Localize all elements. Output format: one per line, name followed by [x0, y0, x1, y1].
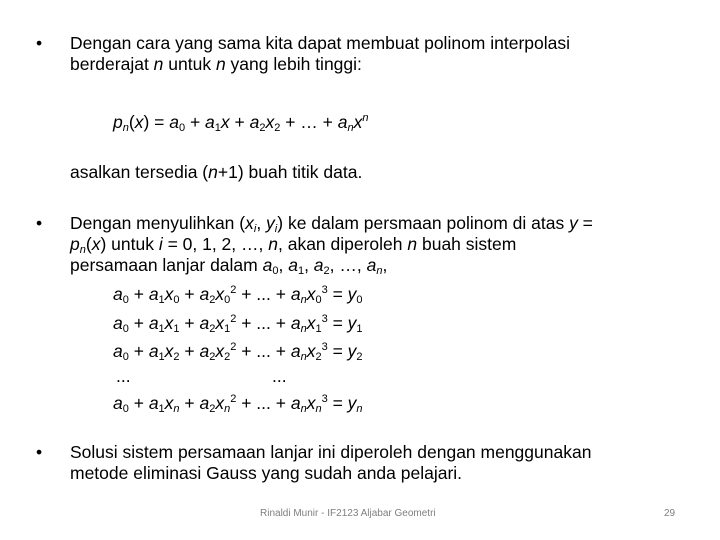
system-ellipsis-right: ... — [272, 366, 287, 386]
bullet-3-line-2: metode eliminasi Gauss yang sudah anda pelajari. — [70, 463, 463, 483]
system-equation-2: $a_0 + a_1x_2 + a_2x_2^2$ + ... + $a_nx_2^3 = y_2$ — [113, 341, 363, 363]
bullet-2-marker: • — [36, 213, 43, 233]
system-equation-1: $a_0 + a_1x_1 + a_2x_1^2$ + ... + $a_nx_1^3 = y_1$ — [113, 313, 363, 335]
system-ellipsis-left: ... — [116, 366, 131, 386]
bullet-1-line-2: berderajat n untuk n yang lebih tinggi: — [70, 54, 362, 74]
footer-author: Rinaldi Munir - IF2123 Aljabar Geometri — [260, 508, 436, 519]
system-equation-n: $a_0 + a_1x_n + a_2x_n^2$ + ... + $a_nx_n^3 = y_n$ — [113, 393, 363, 415]
footer-page-number: 29 — [664, 508, 676, 519]
bullet-1-condition: asalkan tersedia (n+1) buah titik data. — [70, 162, 363, 182]
bullet-2-line-2: $p_n(x)$ untuk i = 0, 1, 2, …, n, akan diperoleh n buah sistem — [70, 234, 517, 256]
system-equation-0: $a_0 + a_1x_0 + a_2x_0^2$ + ... + $a_nx_0^3 = y_0$ — [113, 284, 363, 306]
bullet-1-marker: • — [36, 33, 43, 53]
bullet-2-line-1: Dengan menyulihkan ($x_i$, $y_i$) ke dalam persmaan polinom di atas y = — [70, 213, 593, 235]
bullet-3-line-1: Solusi sistem persamaan lanjar ini diperoleh dengan menggunakan — [70, 442, 592, 462]
polynomial-equation: $p_n(x) = a_0 + a_1x + a_2x_2$ + … + $a_nx^n$ — [113, 112, 369, 134]
bullet-2-line-3: persamaan lanjar dalam $a_0$, $a_1$, $a_2$, …, $a_n$, — [70, 255, 388, 277]
bullet-3-marker: • — [36, 442, 43, 462]
bullet-1-line-1: Dengan cara yang sama kita dapat membuat polinom interpolasi — [70, 33, 571, 53]
